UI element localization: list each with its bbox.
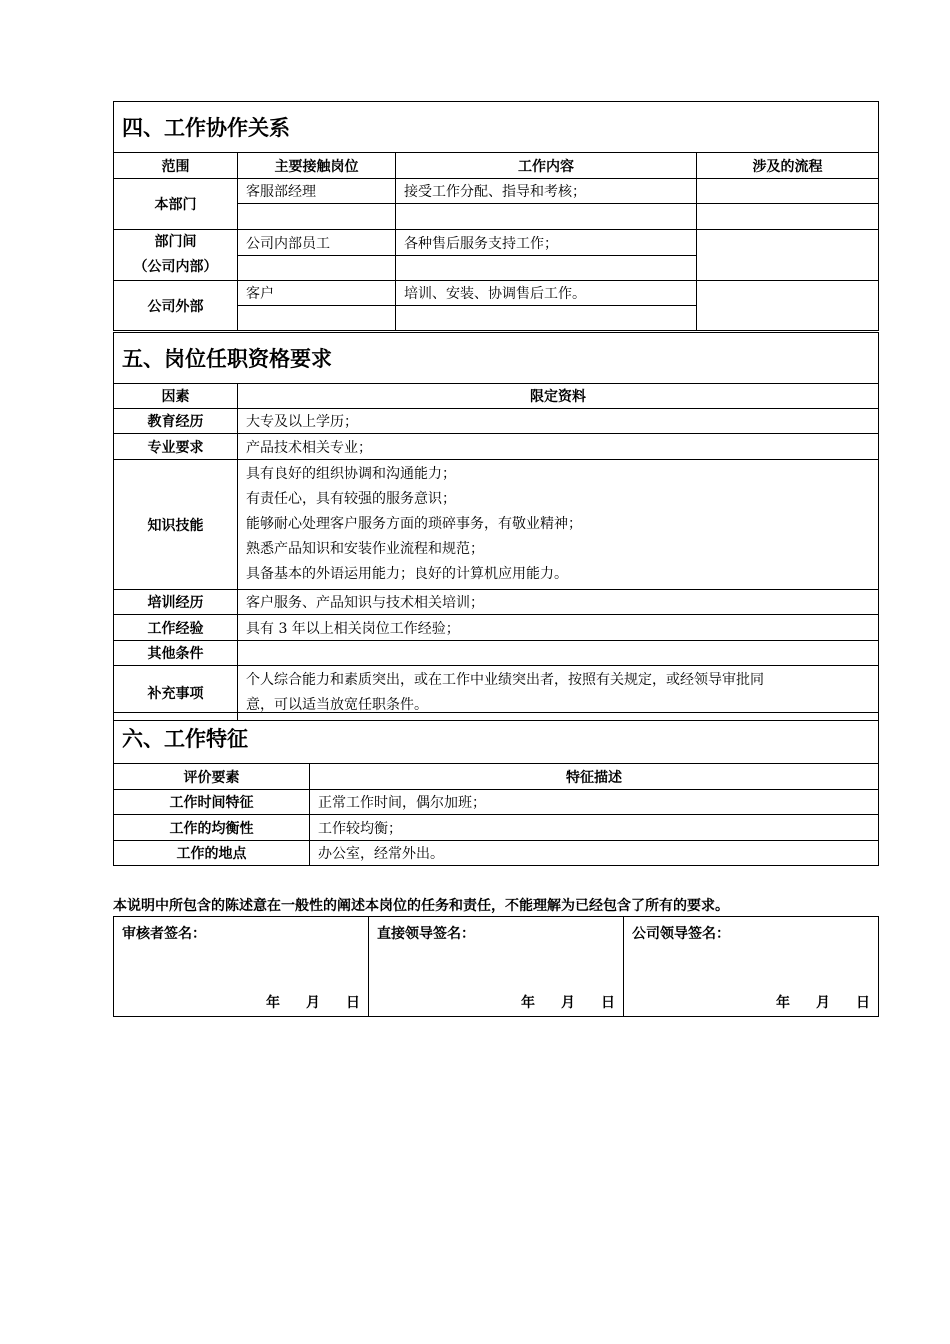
skill-line: 能够耐心处理客户服务方面的琐碎事务，有敬业精神；: [246, 516, 582, 532]
disclaimer-note: 本说明中所包含的陈述意在一般性的阐述本岗位的任务和责任，不能理解为已经包含了所有的要求。: [113, 898, 729, 914]
scope-own-department: 本部门: [114, 179, 238, 230]
scope-inter-department: [114, 230, 238, 281]
process-cell: [697, 281, 879, 331]
detail-balance: 工作较均衡；: [310, 815, 879, 841]
work-content: 接受工作分配、指导和考核；: [396, 179, 697, 204]
skill-line: 熟悉产品知识和安装作业流程和规范；: [246, 541, 484, 557]
year-label: 年: [521, 995, 535, 1011]
signature-date: [750, 992, 870, 1012]
header-factor: 因素: [114, 384, 238, 409]
detail-skills: [238, 460, 879, 590]
year-label: 年: [266, 995, 280, 1011]
work-content: 各种售后服务支持工作；: [396, 230, 697, 256]
skill-line: 有责任心，具有较强的服务意识；: [246, 491, 456, 507]
reviewer-signature-box[interactable]: [114, 917, 369, 1017]
day-label: 日: [601, 995, 615, 1011]
month-label: 月: [306, 995, 320, 1011]
detail-other: [238, 641, 879, 666]
signature-date: [240, 992, 360, 1012]
factor-supplement: 补充事项: [114, 666, 238, 721]
process-cell: [697, 204, 879, 230]
detail-location: 办公室，经常外出。: [310, 841, 879, 866]
contact-position: [238, 306, 396, 331]
detail-training: 客户服务、产品知识与技术相关培训；: [238, 590, 879, 615]
detail-experience: 具有 3 年以上相关岗位工作经验；: [238, 615, 879, 641]
signature-date: [495, 992, 615, 1012]
detail-work-time: 正常工作时间，偶尔加班；: [310, 790, 879, 815]
header-work-content: 工作内容: [396, 153, 697, 179]
factor-education: 教育经历: [114, 409, 238, 434]
factor-experience: 工作经验: [114, 615, 238, 641]
year-label: 年: [776, 995, 790, 1011]
skill-line: 具有良好的组织协调和沟通能力；: [246, 466, 456, 482]
work-content: [396, 204, 697, 230]
section5-title: 五、岗位任职资格要求: [114, 333, 879, 384]
process-cell: [697, 179, 879, 204]
skill-line: 具备基本的外语运用能力；良好的计算机应用能力。: [246, 566, 568, 582]
scope-line1: 部门间: [154, 234, 197, 250]
work-content: [396, 256, 697, 281]
factor-location: 工作的地点: [114, 841, 310, 866]
factor-major: 专业要求: [114, 434, 238, 460]
work-content: 培训、安装、协调售后工作。: [396, 281, 697, 306]
month-label: 月: [816, 995, 830, 1011]
contact-position: 公司内部员工: [238, 230, 396, 256]
qualification-table: [113, 332, 879, 721]
header-detail: 限定资料: [238, 384, 879, 409]
day-label: 日: [346, 995, 360, 1011]
work-characteristics-table: [113, 712, 879, 866]
detail-major: 产品技术相关专业；: [238, 434, 879, 460]
contact-position: 客户: [238, 281, 396, 306]
work-content: [396, 306, 697, 331]
factor-skills: 知识技能: [114, 460, 238, 590]
header-scope: 范围: [114, 153, 238, 179]
supplement-line: 个人综合能力和素质突出，或在工作中业绩突出者，按照有关规定，或经领导审批同: [246, 672, 764, 688]
contact-position: [238, 204, 396, 230]
contact-position: [238, 256, 396, 281]
detail-education: 大专及以上学历；: [238, 409, 879, 434]
supplement-line: 意，可以适当放宽任职条件。: [246, 697, 428, 713]
factor-other: 其他条件: [114, 641, 238, 666]
month-label: 月: [561, 995, 575, 1011]
work-collaboration-table: [113, 101, 879, 331]
header-main-position: 主要接触岗位: [238, 153, 396, 179]
company-leader-signature-label: 公司领导签名：: [632, 926, 730, 942]
day-label: 日: [856, 995, 870, 1011]
signature-table: [113, 916, 879, 1017]
direct-leader-signature-box[interactable]: [369, 917, 624, 1017]
header-evaluation-factor: 评价要素: [114, 764, 310, 790]
company-leader-signature-box[interactable]: [624, 917, 879, 1017]
header-characteristic: 特征描述: [310, 764, 879, 790]
section6-title: 六、工作特征: [114, 713, 879, 764]
factor-work-time: 工作时间特征: [114, 790, 310, 815]
contact-position: 客服部经理: [238, 179, 396, 204]
scope-line2: （公司内部）: [133, 259, 218, 275]
factor-balance: 工作的均衡性: [114, 815, 310, 841]
scope-external: 公司外部: [114, 281, 238, 331]
section4-title: 四、工作协作关系: [114, 102, 879, 153]
factor-training: 培训经历: [114, 590, 238, 615]
direct-leader-signature-label: 直接领导签名：: [377, 926, 475, 942]
header-process: 涉及的流程: [697, 153, 879, 179]
process-cell: [697, 230, 879, 281]
reviewer-signature-label: 审核者签名：: [122, 926, 206, 942]
